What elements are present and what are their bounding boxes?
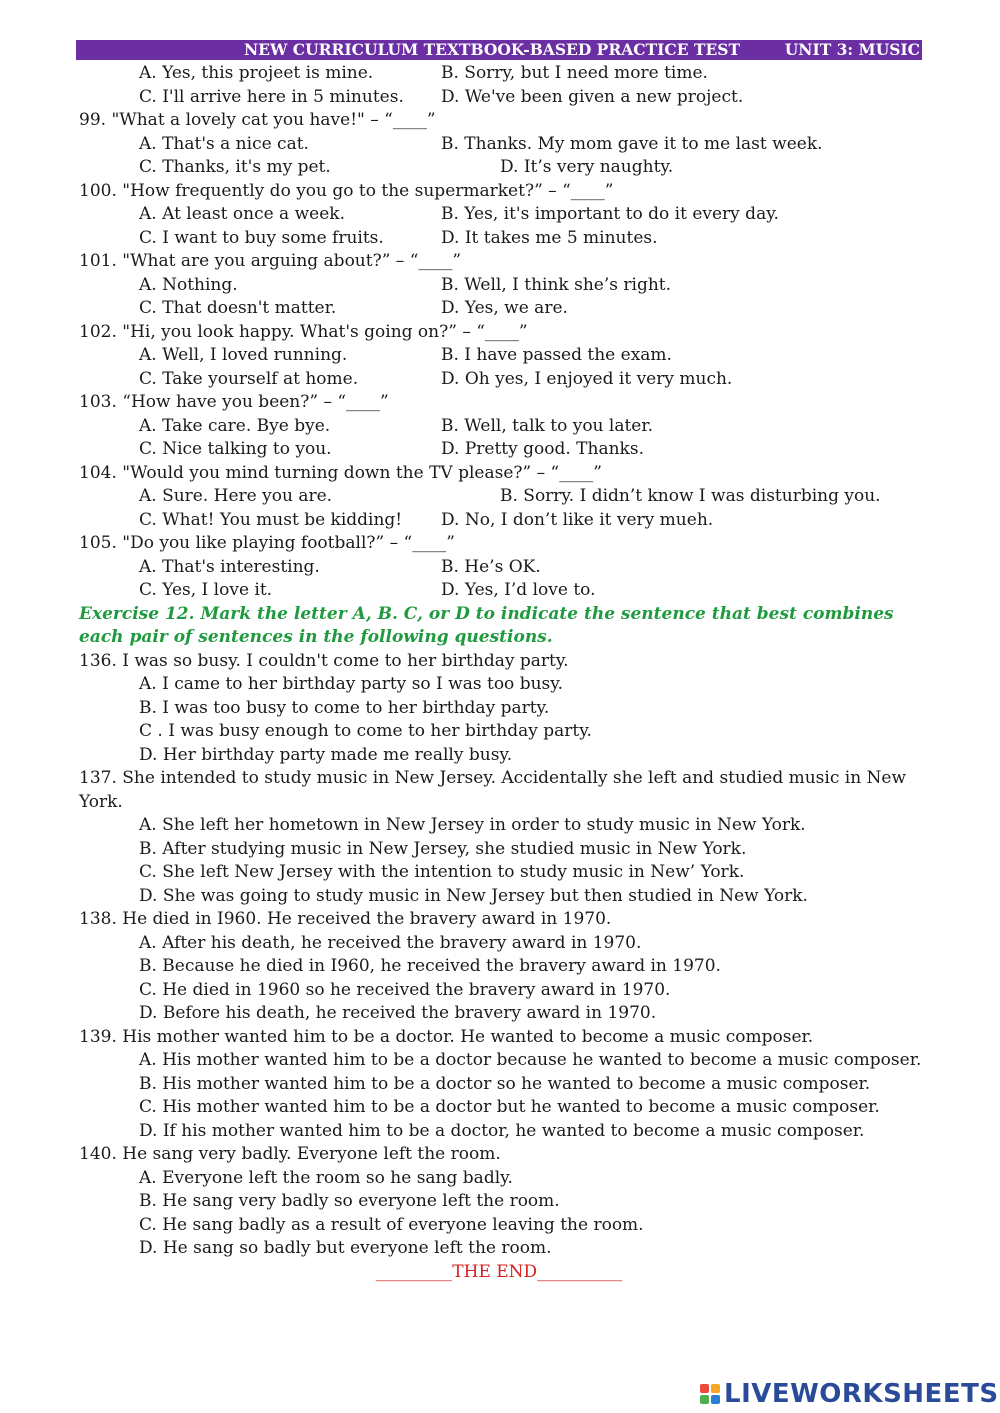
option-d: D. No, I don’t like it very mueh. — [441, 509, 714, 530]
option-row — [79, 133, 929, 157]
option-c: C. Nice talking to you. — [139, 439, 332, 459]
option-b: B. He’s OK. — [441, 556, 541, 577]
option-b: B. I was too busy to come to her birthday party. — [139, 697, 550, 718]
option-b: B. Sorry, but I need more time. — [441, 63, 708, 83]
option-c: C. That doesn't matter. — [139, 298, 337, 318]
header-unit: UNIT 3: MUSIC — [784, 40, 920, 59]
option-b: B. Because he died in I960, he received the bravery award in 1970. — [139, 956, 721, 976]
option-b: B. I have passed the exam. — [441, 345, 672, 365]
option-c: C. I'll arrive here in 5 minutes. — [139, 86, 404, 107]
option-c: C. Thanks, it's my pet. — [139, 157, 331, 177]
option-b: B. He sang very badly so everyone left the room. — [139, 1191, 560, 1211]
option-a: A. She left her hometown in New Jersey in order to study music in New York. — [139, 815, 806, 835]
option-row — [79, 227, 929, 251]
option-b: B. After studying music in New Jersey, she studied music in New York. — [139, 838, 747, 859]
option-a: A. After his death, he received the bravery award in 1970. — [139, 932, 642, 953]
question-103: 103. “How have you been?” – “____” — [79, 392, 389, 412]
question-104: 104. "Would you mind turning down the TV please?” – “____” — [79, 462, 602, 483]
option-c: C. He died in 1960 so he received the bravery award in 1970. — [139, 979, 671, 1000]
question-101: 101. "What are you arguing about?” – “____” — [79, 251, 462, 271]
question-137: 137. She intended to study music in New Jersey. Accidentally she left and studied music in New York. — [79, 768, 907, 812]
option-a: A. Yes, this projeet is mine. — [139, 63, 374, 83]
option-d: D. Her birthday party made me really busy. — [139, 744, 513, 765]
option-row — [79, 274, 929, 298]
logo-text: LIVEWORKSHEETS — [724, 1379, 999, 1409]
exercise-12-instruction: Exercise 12. Mark the letter A, B. C, or D to indicate the sentence that best combines each pair of sentences in the following questions. — [79, 603, 894, 647]
question-100: 100. "How frequently do you go to the supermarket?” – “____” — [79, 180, 614, 201]
option-row — [79, 62, 929, 86]
logo-square — [700, 1395, 709, 1404]
option-c: C. I want to buy some fruits. — [139, 227, 384, 248]
option-a: A. I came to her birthday party so I was too busy. — [139, 674, 563, 694]
option-d: D. Before his death, he received the bravery award in 1970. — [139, 1003, 657, 1023]
option-row — [79, 556, 929, 580]
option-row — [79, 509, 929, 533]
option-row — [79, 368, 929, 392]
header-bar — [76, 40, 922, 60]
header-title: NEW CURRICULUM TEXTBOOK-BASED PRACTICE TEST — [244, 40, 740, 59]
option-c: C. He sang badly as a result of everyone leaving the room. — [139, 1214, 644, 1235]
option-d: D. Oh yes, I enjoyed it very much. — [441, 368, 733, 389]
logo-mark-icon — [700, 1384, 720, 1404]
liveworksheets-logo — [700, 1378, 999, 1410]
option-d: D. He sang so badly but everyone left the room. — [139, 1238, 552, 1258]
option-a: A. Well, I loved running. — [139, 345, 348, 365]
question-138: 138. He died in I960. He received the bravery award in 1970. — [79, 909, 612, 929]
option-d: D. Yes, we are. — [441, 298, 568, 318]
option-d: D. It takes me 5 minutes. — [441, 227, 658, 248]
option-c: C. Take yourself at home. — [139, 368, 359, 389]
option-c: C. She left New Jersey with the intention to study music in New’ York. — [139, 862, 745, 882]
option-c: C. His mother wanted him to be a doctor but he wanted to become a music composer. — [139, 1097, 880, 1117]
option-a: A. At least once a week. — [139, 204, 345, 224]
option-b: B. His mother wanted him to be a doctor so he wanted to become a music composer. — [139, 1073, 871, 1094]
option-row — [79, 415, 929, 439]
option-a: A. His mother wanted him to be a doctor because he wanted to become a music composer. — [139, 1050, 922, 1070]
logo-square — [711, 1395, 720, 1404]
option-a: A. That's a nice cat. — [139, 133, 309, 154]
logo-square — [711, 1384, 720, 1393]
question-139: 139. His mother wanted him to be a doctor. He wanted to become a music composer. — [79, 1026, 814, 1047]
option-d: D. We've been given a new project. — [441, 86, 744, 107]
the-end: _________THE END__________ — [375, 1261, 623, 1282]
option-row — [79, 579, 929, 603]
question-136: 136. I was so busy. I couldn't come to her birthday party. — [79, 650, 569, 671]
option-b: B. Sorry. I didn’t know I was disturbing you. — [500, 486, 881, 506]
question-105: 105. "Do you like playing football?” – “____” — [79, 533, 455, 553]
option-a: A. Nothing. — [139, 274, 238, 295]
option-d: D. She was going to study music in New Jersey but then studied in New York. — [139, 885, 808, 906]
worksheet-content — [79, 62, 929, 1284]
option-row — [79, 344, 929, 368]
logo-square — [700, 1384, 709, 1393]
option-a: A. Sure. Here you are. — [139, 486, 333, 506]
option-b: B. Well, I think she’s right. — [441, 274, 672, 295]
option-row — [79, 485, 929, 509]
option-d: D. It’s very naughty. — [500, 157, 674, 177]
option-row — [79, 297, 929, 321]
option-c: C . I was busy enough to come to her birthday party. — [139, 721, 592, 741]
question-99: 99. "What a lovely cat you have!" – “____” — [79, 110, 436, 130]
option-row — [79, 203, 929, 227]
option-d: D. Yes, I’d love to. — [441, 580, 596, 600]
option-d: D. If his mother wanted him to be a doctor, he wanted to become a music composer. — [139, 1120, 865, 1141]
option-row — [79, 438, 929, 462]
option-b: B. Well, talk to you later. — [441, 415, 654, 436]
question-102: 102. "Hi, you look happy. What's going on?” – “____” — [79, 321, 528, 342]
option-c: C. What! You must be kidding! — [139, 509, 403, 530]
option-row — [79, 86, 929, 110]
option-c: C. Yes, I love it. — [139, 580, 273, 600]
option-row — [79, 156, 929, 180]
option-a: A. Everyone left the room so he sang badly. — [139, 1167, 513, 1188]
option-d: D. Pretty good. Thanks. — [441, 439, 644, 459]
option-a: A. That's interesting. — [139, 556, 320, 577]
option-a: A. Take care. Bye bye. — [139, 415, 331, 436]
option-b: B. Thanks. My mom gave it to me last week. — [441, 133, 823, 154]
option-b: B. Yes, it's important to do it every day. — [441, 204, 779, 224]
question-140: 140. He sang very badly. Everyone left the room. — [79, 1144, 501, 1164]
